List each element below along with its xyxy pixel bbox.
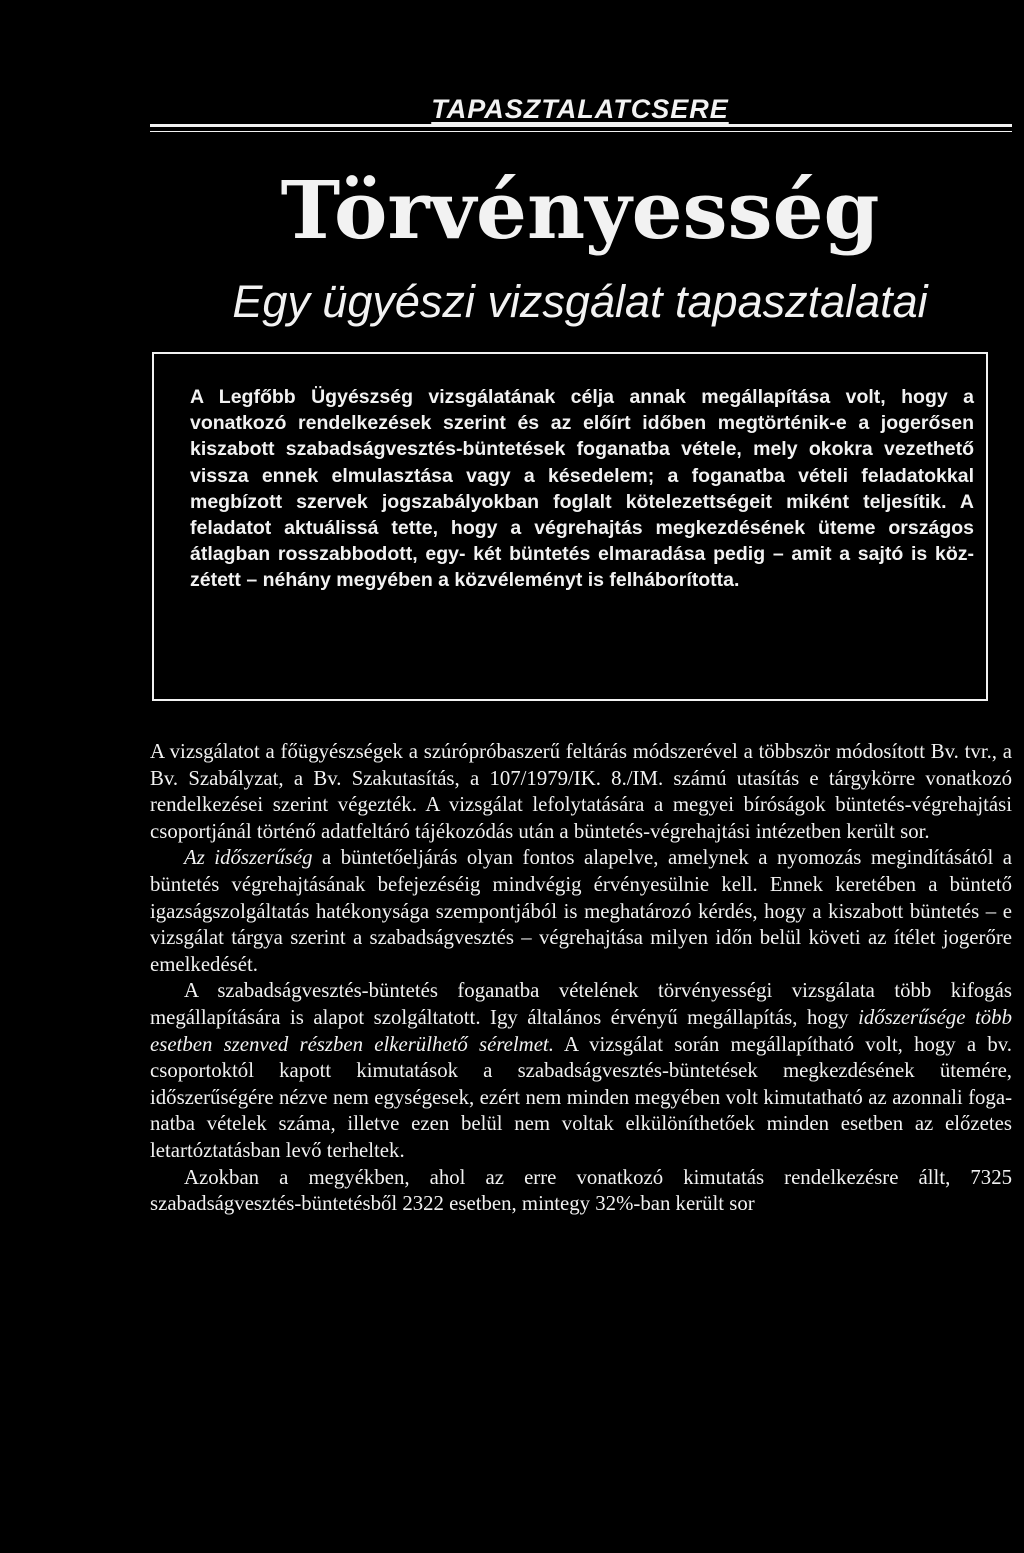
header-rule-thick <box>150 124 1012 127</box>
body-paragraph-1: A vizsgálatot a főügyészségek a szúrópróbaszerű feltárás módszerével a többször módosított Bv. tvr., a Bv. Szabályzat, a Bv. Szakutasítás, a 107/1979/IK. 8./IM. számú utasítás e tárgykörre vonatkozó rendelkezései szerint végezték. A vizsgálat lefolytatására a megyei bíróságok büntetés-végrehajtási csoportjánál történő adatfeltáró tájékozódás után a büntetés-végrehajtási intézetben került sor. <box>150 740 1012 843</box>
lead-paragraph: A Legfőbb Ügyészség vizsgálatának célja annak megállapítása volt, hogy a vonatkozó rendelkezések szerint és az előírt időben megtörténik-e a jogerősen kiszabott szabadságvesztés-büntetések foganatba vétele, mely okokra vezethető vissza ennek elmulasztása vagy a késedelem; a foganatba vételi feladatokkal megbízott szervek jogszabályokban foglalt kötelezettségeit miként teljesítik. A feladatot aktuálissá tette, hogy a végrehajtás megkezdésének üteme országos átlagban rosszabbodott, egy- két büntetés elmaradása pedig – amit a sajtó is közzétett – néhány megyében a közvéleményt is felháborította. <box>190 386 974 592</box>
body-paragraph-3-start: A szabadságvesztés-büntetés foganatba vételének törvényességi vizsgálata több kifogás megállapítására is alapot szolgáltatott. Igy általános érvényű megállapítás, hogy <box>150 979 1012 1029</box>
page-title: Törvényesség <box>280 163 880 257</box>
body-paragraph-3-end: A vizsgálat során megállapítható volt, hogy a bv. csoportoktól kapott kimutatások a szabadságvesztés-büntetések megkezdésének ütemére, időszerűségére nézve nem egységesek, ezért nem minden megyében volt kimutatható az azonnali foganatba vételek száma, illetve ezen belül nem voltak elkülöníthetőek minden esetben az előzetes letartóztatásban levő terheltek. <box>150 1032 1012 1162</box>
body-paragraph-3 <box>150 978 1012 1164</box>
body-paragraph-3-emphasis: időszerűsége több esetben szenved részben elkerülhető sérelmet. <box>150 1005 1012 1056</box>
body-paragraph-2-text: a büntetőeljárás olyan fontos alapelve, amelynek a nyomozás megindításától a büntetés végrehajtásának befejezéséig mindvégig érvényesülnie kell. Ennek keretében a büntető igazságszolgáltatás hatékonysága szempontjából is meghatározó kérdés, hogy a kiszabott büntetés – e vizsgálat tárgya szerint a szabadságvesztés – végrehajtása milyen időn belül követi az ítélet jogerőre emelkedését. <box>150 846 1012 976</box>
body-paragraph-2 <box>150 845 1012 978</box>
body-paragraph-4: Azokban a megyékben, ahol az erre vonatkozó kimutatás rendelkezésre állt, 7325 szabadságvesztés-büntetésből 2322 esetben, mintegy 32%-ban került sor <box>150 1165 1012 1216</box>
section-label: TAPASZTALATCSERE <box>431 94 729 124</box>
body-paragraph-2-emphasis: Az időszerűség <box>184 846 313 870</box>
page-subtitle: Egy ügyészi vizsgálat tapasztalatai <box>232 276 928 327</box>
header-rule-thin <box>150 131 1012 132</box>
article-body <box>150 739 1012 1218</box>
